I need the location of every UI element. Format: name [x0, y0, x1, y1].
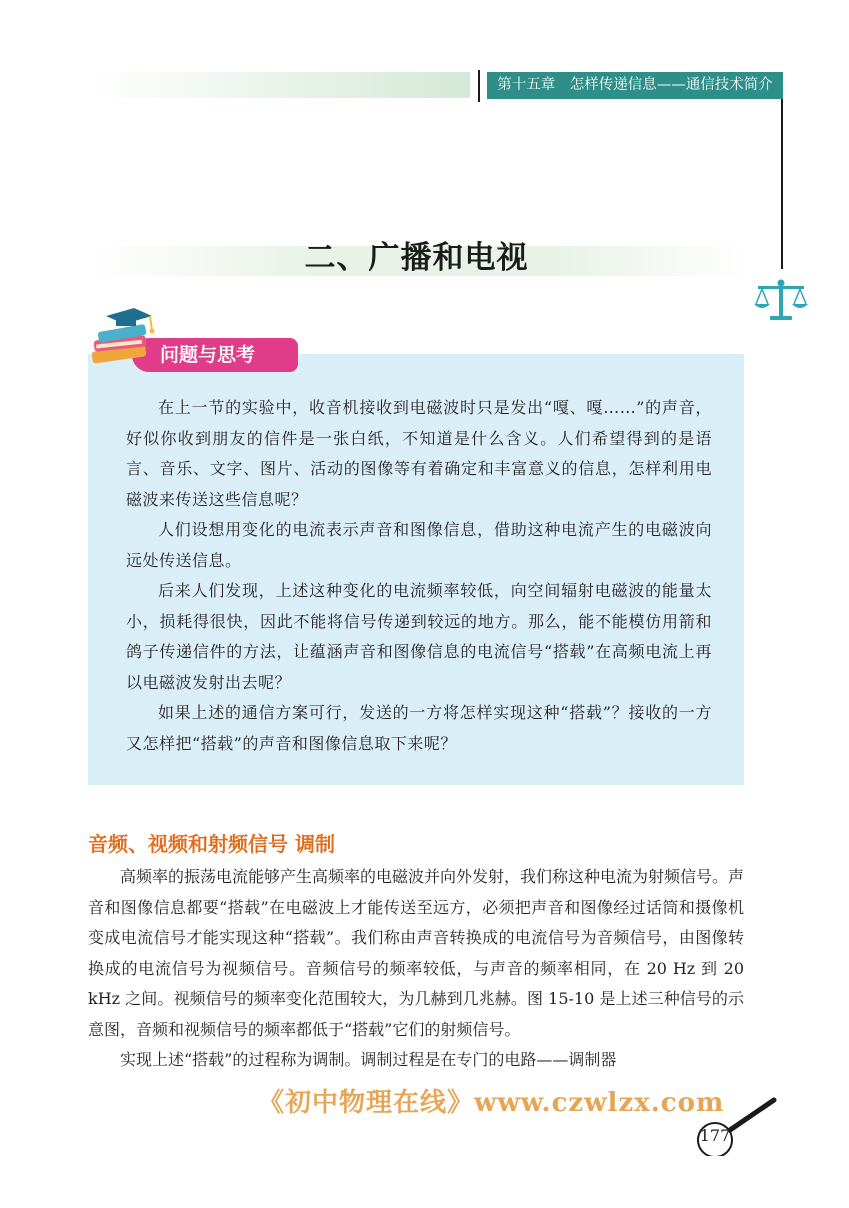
question-paragraph: 人们设想用变化的电流表示声音和图像信息，借助这种电流产生的电磁波向远处传送信息。	[126, 520, 712, 570]
header-divider	[478, 70, 480, 102]
subsection-heading: 音频、视频和射频信号 调制	[88, 832, 335, 856]
question-tab-label: 问题与思考	[160, 344, 256, 366]
chapter-header: 第十五章 怎样传递信息——通信技术简介	[487, 72, 783, 99]
page-number: 177	[699, 1126, 731, 1145]
question-paragraph: 在上一节的实验中，收音机接收到电磁波时只是发出“嘎、嘎……”的声音，好似你收到朋友的信件是一张白纸，不知道是什么含义。人们希望得到的是语言、音乐、文字、图片、活动的图像等有着确定和丰富意义的信息，怎样利用电磁波来传送这些信息呢？	[126, 398, 712, 509]
section-title: 二、广播和电视	[304, 240, 529, 276]
body-paragraph: 实现上述“搭载”的过程称为调制。调制过程是在专门的电路——调制器	[120, 1050, 617, 1069]
header-gradient-bar	[90, 72, 470, 98]
balance-scale-icon	[752, 278, 810, 322]
question-text	[126, 393, 712, 759]
watermark: 《初中物理在线》www.czwlzx.com	[258, 1088, 725, 1118]
body-text	[88, 862, 744, 1076]
question-paragraph: 如果上述的通信方案可行，发送的一方将怎样实现这种“搭载”？接收的一方又怎样把“搭载”的声音和图像信息取下来呢？	[126, 703, 712, 753]
body-paragraph: 高频率的振荡电流能够产生高频率的电磁波并向外发射，我们称这种电流为射频信号。声音和图像信息都要“搭载”在电磁波上才能传送至远方，必须把声音和图像经过话筒和摄像机变成电流信号才能实现这种“搭载”。我们称由声音转换成的电流信号为音频信号，由图像转换成的电流信号为视频信号。音频信号的频率较低，与声音的频率相同，在 20 Hz 到 20 kHz 之间。视频信号的频率变化范围较大，为几赫到几兆赫。图 15-10 是上述三种信号的示意图，音频和视频信号的频率都低于“搭载”它们的射频信号。	[88, 867, 745, 1039]
books-graduation-cap-icon	[86, 302, 160, 366]
magnifier-icon	[690, 1092, 780, 1156]
question-paragraph: 后来人们发现，上述这种变化的电流频率较低，向空间辐射电磁波的能量太小，损耗得很快，因此不能将信号传递到较远的地方。那么，能不能模仿用箭和鸽子传递信件的方法，让蕴涵声音和图像信息的电流信号“搭载”在高频电流上再以电磁波发射出去呢？	[126, 581, 712, 692]
